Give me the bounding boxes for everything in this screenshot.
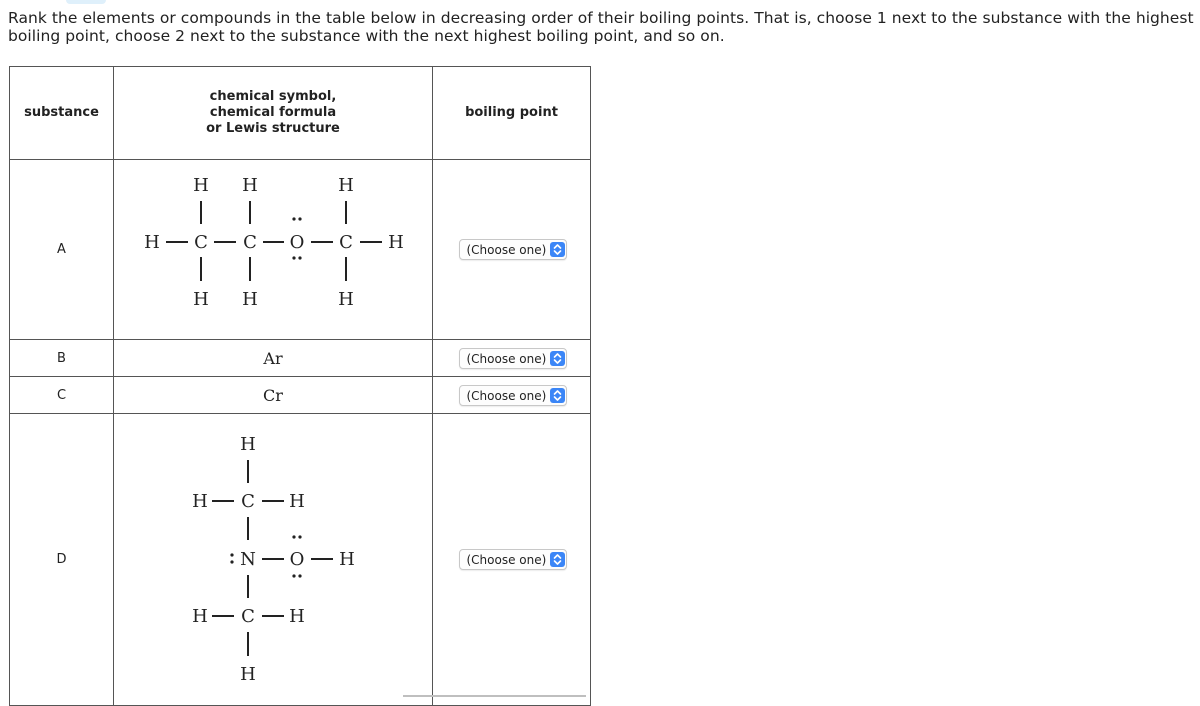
- atom-c: C: [241, 491, 255, 512]
- rank-select-value: (Choose one): [466, 243, 547, 257]
- substance-label-a: A: [10, 160, 114, 340]
- header-row: [10, 67, 591, 160]
- atom-o: O: [289, 549, 305, 570]
- lewis-diagram-ethyl-methyl-ether: [114, 160, 432, 335]
- atom-o: O: [289, 232, 305, 253]
- atom-h: H: [388, 232, 404, 253]
- bottom-divider: [403, 695, 586, 697]
- rank-select-value: (Choose one): [466, 388, 547, 403]
- header-substance: substance: [10, 67, 114, 160]
- substance-label-b: B: [10, 340, 114, 377]
- header-formula: [114, 67, 433, 160]
- atom-c: C: [339, 232, 353, 253]
- chemical-symbol-b: Ar: [114, 340, 433, 377]
- atom-h: H: [289, 491, 305, 512]
- up-down-chevron-icon: [550, 351, 565, 366]
- boiling-point-cell-b: [433, 340, 591, 377]
- lewis-structure-a: [114, 160, 433, 340]
- atom-h: H: [242, 289, 258, 310]
- top-tab-indicator: [66, 0, 106, 4]
- atom-h: H: [193, 175, 209, 196]
- table-row-d: [10, 414, 591, 706]
- rank-select-value: (Choose one): [466, 351, 547, 366]
- atom-c: C: [194, 232, 208, 253]
- header-boiling-point: boiling point: [433, 67, 591, 160]
- header-formula-line3: or Lewis structure: [206, 121, 340, 136]
- atom-c: C: [243, 232, 257, 253]
- atom-h: H: [144, 232, 160, 253]
- atom-h: H: [289, 606, 305, 627]
- atom-h: H: [339, 549, 355, 570]
- header-formula-line2: chemical formula: [209, 105, 337, 120]
- up-down-chevron-icon: [550, 242, 565, 257]
- rank-select-c[interactable]: [459, 385, 567, 406]
- up-down-chevron-icon: [550, 388, 565, 403]
- table-row-a: [10, 160, 591, 340]
- rank-select-b[interactable]: [459, 348, 567, 369]
- up-down-chevron-icon: [550, 552, 565, 567]
- rank-select-value: (Choose one): [466, 553, 547, 567]
- substance-label-d: D: [10, 414, 114, 706]
- boiling-point-cell-a: [433, 160, 591, 340]
- atom-h: H: [338, 289, 354, 310]
- table-row-c: [10, 377, 591, 414]
- table-row-b: [10, 340, 591, 377]
- ranking-table: [9, 66, 591, 706]
- atom-h: H: [193, 289, 209, 310]
- rank-select-d[interactable]: [459, 549, 567, 570]
- atom-h: H: [240, 434, 256, 455]
- atom-h: H: [242, 175, 258, 196]
- atom-h: H: [240, 664, 256, 685]
- header-formula-line1: chemical symbol,: [209, 89, 337, 104]
- atom-n: N: [240, 549, 256, 570]
- lewis-structure-d: [114, 414, 433, 706]
- atom-h: H: [338, 175, 354, 196]
- atom-h: H: [192, 491, 208, 512]
- substance-label-c: C: [10, 377, 114, 414]
- rank-select-a[interactable]: [459, 239, 567, 260]
- atom-h: H: [192, 606, 208, 627]
- atom-c: C: [241, 606, 255, 627]
- bonds: [212, 460, 333, 656]
- boiling-point-cell-c: [433, 377, 591, 414]
- instructions: Rank the elements or compounds in the table below in decreasing order of their boiling points. That is, choose 1 next to the substance with the highest boiling point, choose 2 next to the substance with the next highest boiling point, and so on.: [8, 9, 1194, 45]
- lewis-diagram-dimethylhydroxylamine: [114, 414, 432, 701]
- boiling-point-cell-d: [433, 414, 591, 706]
- chemical-symbol-c: Cr: [114, 377, 433, 414]
